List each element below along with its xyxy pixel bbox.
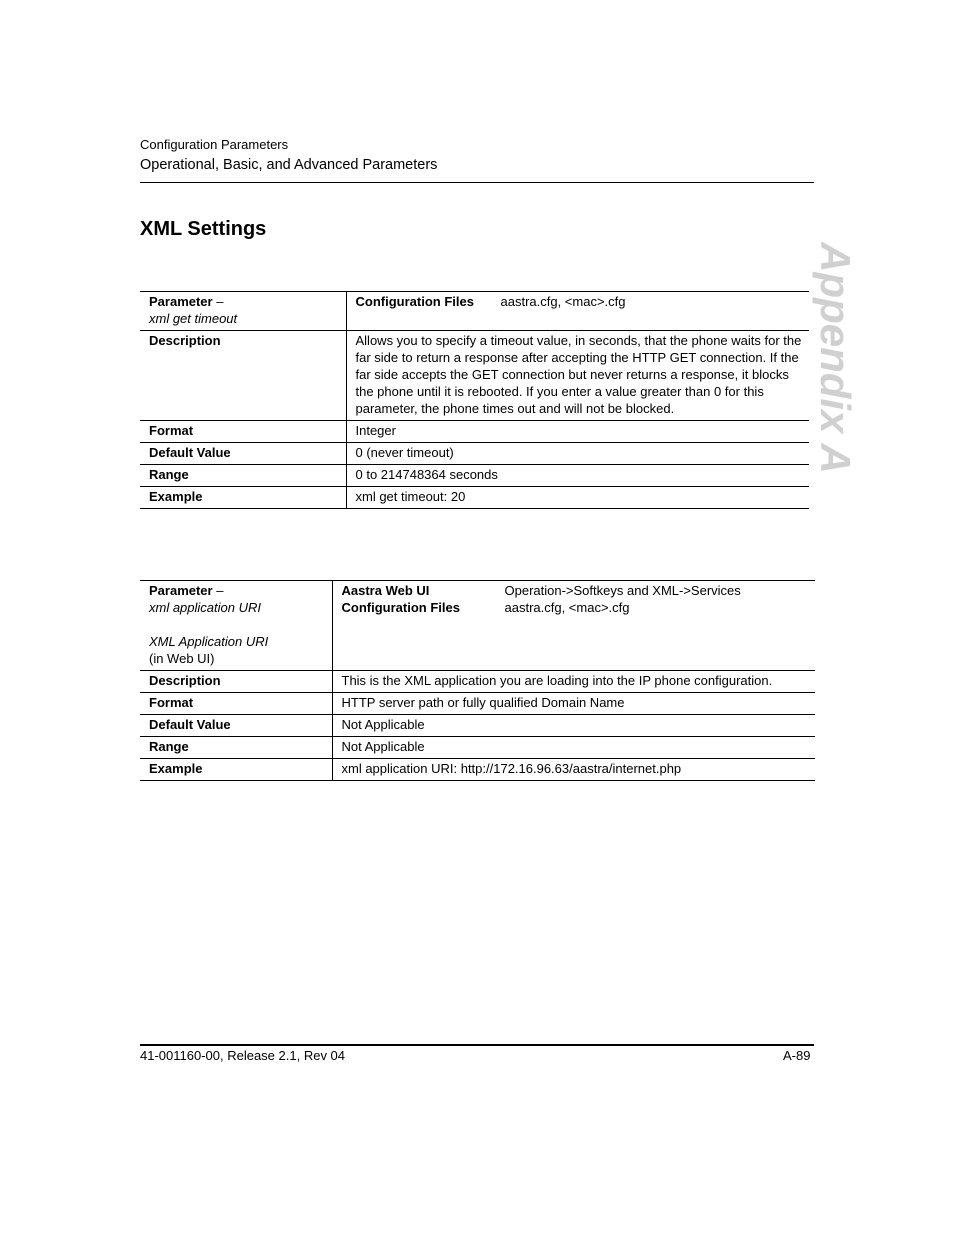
row-label: Format <box>140 693 332 715</box>
row-label: Description <box>140 671 332 693</box>
row-value: This is the XML application you are loading into the IP phone configuration. <box>332 671 815 693</box>
row-label: Default Value <box>140 443 346 465</box>
param-name: xml get timeout <box>149 311 238 326</box>
table-row <box>140 331 809 421</box>
config-files-label: Configuration Files <box>341 600 460 615</box>
param-dash: – <box>212 294 224 309</box>
footer-document-id: 41-001160-00, Release 2.1, Rev 04 <box>140 1048 346 1063</box>
row-label: Format <box>140 421 346 443</box>
param-label: Parameter <box>149 294 213 309</box>
web-ui-name: XML Application URI <box>149 634 269 649</box>
table-row <box>140 759 815 781</box>
web-ui-value: Operation->Softkeys and XML->Services <box>504 583 741 598</box>
config-files-value: aastra.cfg, <mac>.cfg <box>504 600 630 615</box>
appendix-side-tab <box>800 241 870 474</box>
param-cell <box>140 292 346 331</box>
row-value: Not Applicable <box>332 737 815 759</box>
row-label: Range <box>140 465 346 487</box>
param-label: Parameter <box>149 583 213 598</box>
param-cell <box>140 581 332 671</box>
row-label: Default Value <box>140 715 332 737</box>
table-row <box>140 292 809 331</box>
config-files-cell <box>346 292 809 331</box>
table-row <box>140 737 815 759</box>
xml-application-uri-table <box>140 580 815 781</box>
web-ui-label: Aastra Web UI <box>341 583 430 598</box>
table-row <box>140 581 815 671</box>
row-value: Not Applicable <box>332 715 815 737</box>
row-value: xml application URI: http://172.16.96.63/aastra/internet.php <box>332 759 815 781</box>
row-value: Integer <box>346 421 809 443</box>
web-ui-note: (in Web UI) <box>149 651 215 666</box>
section-title: XML Settings <box>140 218 267 240</box>
header-rule <box>140 182 814 183</box>
config-files-label: Configuration Files <box>355 294 474 309</box>
running-header-chapter: Configuration Parameters <box>140 137 289 152</box>
table-row <box>140 443 809 465</box>
appendix-side-tab-label: Appendix A <box>812 241 859 474</box>
table-row <box>140 465 809 487</box>
param-name: xml application URI <box>149 600 261 615</box>
param-dash: – <box>212 583 224 598</box>
row-label: Description <box>140 331 346 421</box>
table-row <box>140 487 809 509</box>
running-header-section: Operational, Basic, and Advanced Parameters <box>140 157 438 173</box>
xml-get-timeout-table <box>140 291 809 509</box>
row-label: Example <box>140 487 346 509</box>
table-row <box>140 715 815 737</box>
row-value: HTTP server path or fully qualified Domain Name <box>332 693 815 715</box>
table-row <box>140 421 809 443</box>
page-number: A-89 <box>783 1048 811 1063</box>
table-row <box>140 693 815 715</box>
row-label: Example <box>140 759 332 781</box>
footer-rule <box>140 1044 814 1046</box>
row-label: Range <box>140 737 332 759</box>
table-row <box>140 671 815 693</box>
row-value: 0 (never timeout) <box>346 443 809 465</box>
config-cell <box>332 581 815 671</box>
row-value: xml get timeout: 20 <box>346 487 809 509</box>
row-value: 0 to 214748364 seconds <box>346 465 809 487</box>
row-value: Allows you to specify a timeout value, in seconds, that the phone waits for the far side to return a response after accepting the HTTP GET connection. If the far side accepts the GET connection but never returns a response, it blocks the phone until it is rebooted. If you enter a value greater than 0 for this parameter, the phone times out and will not be blocked. <box>346 331 809 421</box>
config-files-value: aastra.cfg, <mac>.cfg <box>500 294 626 309</box>
